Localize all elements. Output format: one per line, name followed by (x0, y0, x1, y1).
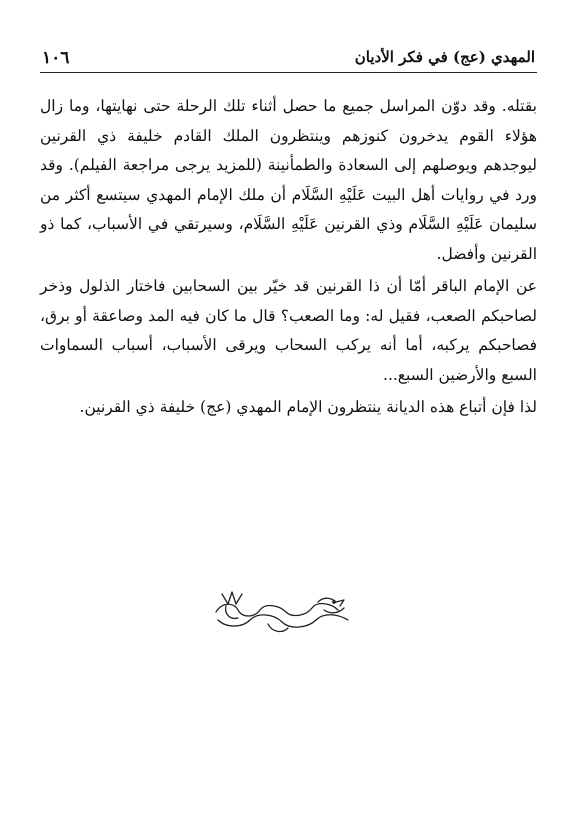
page-header (40, 44, 537, 73)
paragraph-3: لذا فإن أتباع هذه الديانة ينتظرون الإمام المهدي (عج) خليفة ذي القرنين. (79, 398, 537, 416)
decorative-ornament-icon (208, 580, 358, 640)
running-title: المهدي (عج) في فكر الأديان (354, 48, 535, 66)
page-number: ١٠٦ (42, 48, 70, 68)
page-body (40, 92, 537, 426)
paragraph-2: عن الإمام الباقر أمّا أن ذا القرنين قد خيّر بين السحابين فاختار الذلول وذخر لصاحبكم الصعب، فقيل له: وما الصعب؟ قال ما كان فيه المد وصاعقة أو برق، فصاحبكم يركبه، أما أنه يركب السحاب ويرقى الأسباب، أسباب السماوات السبع والأرضين السبع... (40, 277, 537, 384)
paragraph-1: بقتله. وقد دوّن المراسل جميع ما حصل أثناء تلك الرحلة حتى نهايتها، وما زال هؤلاء القوم يدخرون كنوزهم وينتظرون الملك القادم خليفة ذي القرنين ليوجدهم ويوصلهم إلى السعادة والطمأنينة (للمزيد يرجى مراجعة الفيلم). وقد ورد في روايات أهل البيت عَلَيْهِ السَّلَام أن ملك الإمام المهدي سيتسع أكثر من سليمان عَلَيْهِ السَّلَام وذي القرنين عَلَيْهِ السَّلَام، وسيرتقي في الأسباب، كما ذو القرنين وأفضل. (40, 97, 537, 263)
